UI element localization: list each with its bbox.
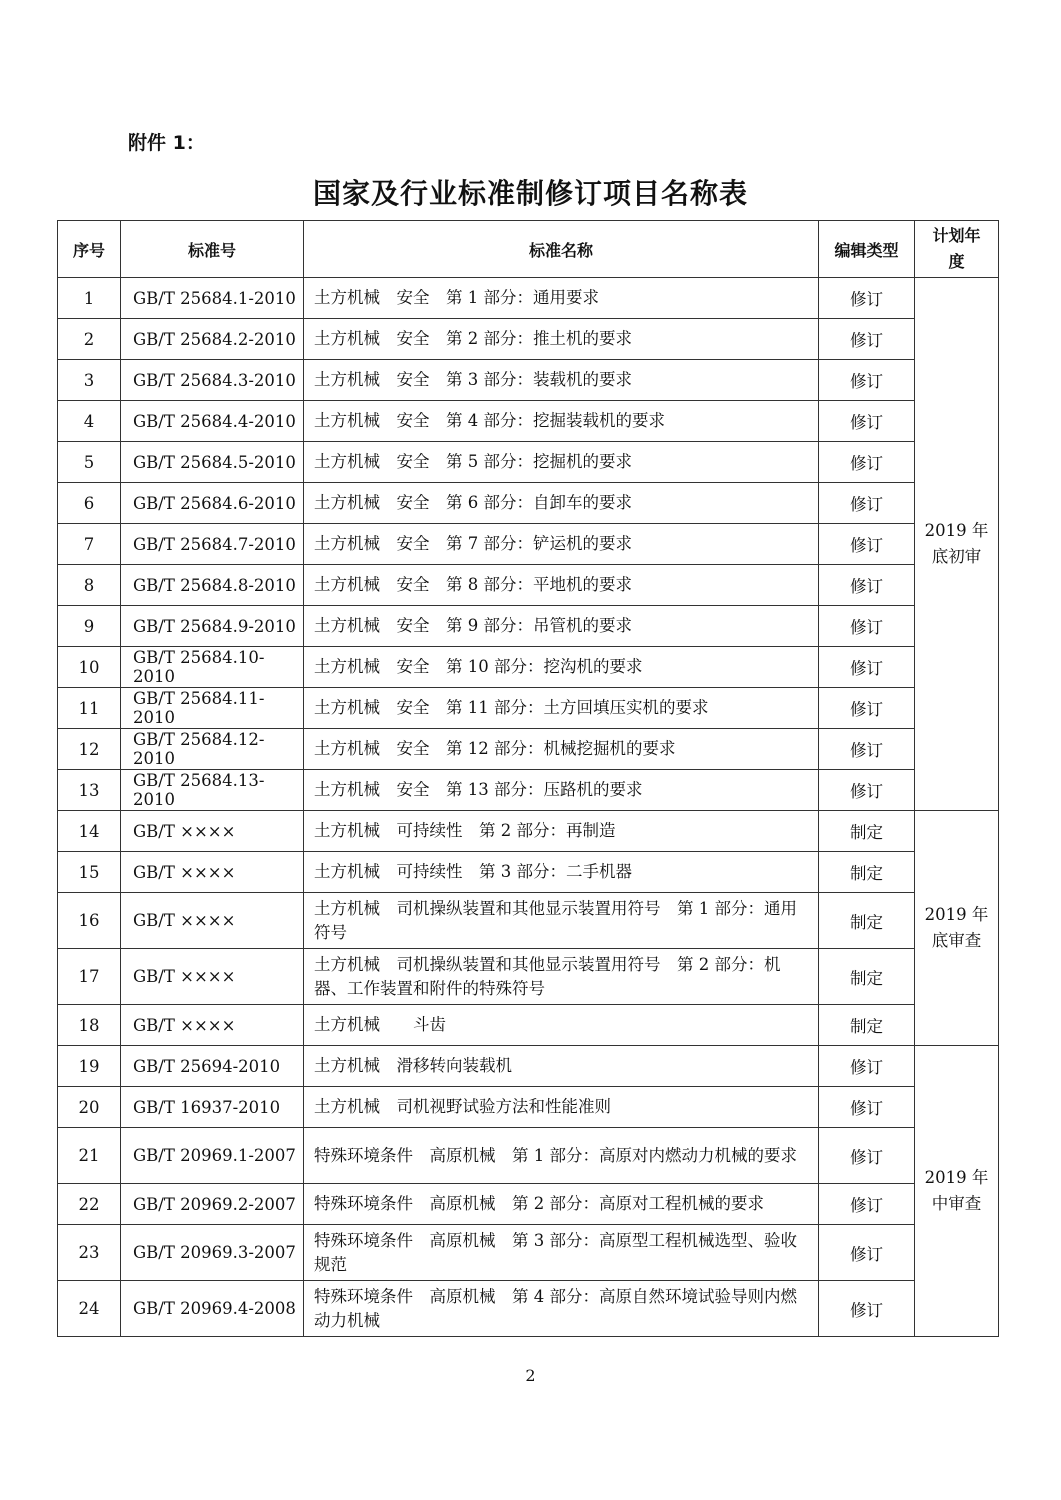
table-row: [58, 1128, 999, 1184]
row-seq: 2: [58, 319, 121, 360]
table-row: [58, 606, 999, 647]
row-type: 制定: [819, 893, 915, 949]
row-seq: 17: [58, 949, 121, 1005]
row-code: GB/T 25684.10-2010: [121, 647, 304, 688]
row-code: GB/T 25684.7-2010: [121, 524, 304, 565]
col-header-type: 编辑类型: [819, 221, 915, 278]
row-name: 土方机械 斗齿: [304, 1005, 819, 1046]
row-code: GB/T 20969.4-2008: [121, 1281, 304, 1337]
row-name: 土方机械 司机操纵装置和其他显示装置用符号 第 2 部分：机器、工作装置和附件的特殊符号: [304, 949, 819, 1005]
row-seq: 22: [58, 1184, 121, 1225]
table-row: [58, 647, 999, 688]
row-name: 土方机械 安全 第 7 部分：铲运机的要求: [304, 524, 819, 565]
table-row: [58, 949, 999, 1005]
row-code: GB/T 25684.6-2010: [121, 483, 304, 524]
row-type: 修订: [819, 1046, 915, 1087]
table-row: [58, 524, 999, 565]
row-seq: 16: [58, 893, 121, 949]
table-row: [58, 278, 999, 319]
row-code: GB/T ××××: [121, 811, 304, 852]
table-row: [58, 1281, 999, 1337]
row-code: GB/T ××××: [121, 852, 304, 893]
row-name: 土方机械 安全 第 1 部分：通用要求: [304, 278, 819, 319]
row-code: GB/T 25684.8-2010: [121, 565, 304, 606]
row-type: 修订: [819, 688, 915, 729]
row-seq: 11: [58, 688, 121, 729]
row-type: 修订: [819, 770, 915, 811]
row-name: 土方机械 安全 第 11 部分：土方回填压实机的要求: [304, 688, 819, 729]
table-row: [58, 893, 999, 949]
table-row: [58, 442, 999, 483]
row-seq: 8: [58, 565, 121, 606]
table-row: [58, 401, 999, 442]
row-type: 修订: [819, 565, 915, 606]
row-code: GB/T 20969.3-2007: [121, 1225, 304, 1281]
table-row: [58, 565, 999, 606]
row-seq: 4: [58, 401, 121, 442]
row-name: 土方机械 安全 第 8 部分：平地机的要求: [304, 565, 819, 606]
row-code: GB/T ××××: [121, 893, 304, 949]
year-group-3: 2019 年 中审查: [915, 1046, 999, 1337]
standards-table: [57, 220, 999, 1337]
row-seq: 20: [58, 1087, 121, 1128]
table-row: [58, 729, 999, 770]
row-type: 修订: [819, 1281, 915, 1337]
table-row: [58, 360, 999, 401]
row-type: 制定: [819, 1005, 915, 1046]
row-type: 修订: [819, 1225, 915, 1281]
row-code: GB/T ××××: [121, 1005, 304, 1046]
table-row: [58, 1087, 999, 1128]
row-type: 制定: [819, 852, 915, 893]
row-seq: 10: [58, 647, 121, 688]
row-seq: 23: [58, 1225, 121, 1281]
col-header-seq: 序号: [58, 221, 121, 278]
table-row: [58, 770, 999, 811]
row-code: GB/T 25684.4-2010: [121, 401, 304, 442]
row-name: 土方机械 安全 第 6 部分：自卸车的要求: [304, 483, 819, 524]
row-code: GB/T 16937-2010: [121, 1087, 304, 1128]
row-name: 土方机械 司机视野试验方法和性能准则: [304, 1087, 819, 1128]
row-seq: 1: [58, 278, 121, 319]
row-type: 修订: [819, 647, 915, 688]
table-header-row: [58, 221, 999, 278]
row-seq: 7: [58, 524, 121, 565]
col-header-code: 标准号: [121, 221, 304, 278]
row-type: 修订: [819, 1184, 915, 1225]
row-code: GB/T 25694-2010: [121, 1046, 304, 1087]
row-seq: 21: [58, 1128, 121, 1184]
table-row: [58, 1225, 999, 1281]
row-code: GB/T ××××: [121, 949, 304, 1005]
row-name: 特殊环境条件 高原机械 第 2 部分：高原对工程机械的要求: [304, 1184, 819, 1225]
row-seq: 6: [58, 483, 121, 524]
row-type: 修订: [819, 278, 915, 319]
page-number: 2: [525, 1366, 536, 1385]
row-name: 土方机械 可持续性 第 3 部分：二手机器: [304, 852, 819, 893]
row-name: 土方机械 安全 第 2 部分：推土机的要求: [304, 319, 819, 360]
row-name: 土方机械 安全 第 13 部分：压路机的要求: [304, 770, 819, 811]
row-name: 土方机械 安全 第 3 部分：装载机的要求: [304, 360, 819, 401]
row-name: 土方机械 滑移转向装载机: [304, 1046, 819, 1087]
row-type: 修订: [819, 360, 915, 401]
table-row: [58, 1005, 999, 1046]
row-type: 修订: [819, 1128, 915, 1184]
row-type: 修订: [819, 442, 915, 483]
row-code: GB/T 20969.2-2007: [121, 1184, 304, 1225]
row-seq: 15: [58, 852, 121, 893]
table-row: [58, 1046, 999, 1087]
table-row: [58, 483, 999, 524]
col-header-year: 计划年度: [915, 221, 999, 278]
row-seq: 18: [58, 1005, 121, 1046]
row-type: 修订: [819, 483, 915, 524]
row-code: GB/T 25684.3-2010: [121, 360, 304, 401]
table-row: [58, 1184, 999, 1225]
row-code: GB/T 20969.1-2007: [121, 1128, 304, 1184]
year-group-2: 2019 年 底审查: [915, 811, 999, 1046]
row-name: 土方机械 安全 第 12 部分：机械挖掘机的要求: [304, 729, 819, 770]
row-type: 修订: [819, 319, 915, 360]
row-code: GB/T 25684.13-2010: [121, 770, 304, 811]
row-name: 土方机械 可持续性 第 2 部分：再制造: [304, 811, 819, 852]
row-seq: 9: [58, 606, 121, 647]
row-seq: 3: [58, 360, 121, 401]
row-seq: 19: [58, 1046, 121, 1087]
row-type: 修订: [819, 606, 915, 647]
row-code: GB/T 25684.2-2010: [121, 319, 304, 360]
row-name: 土方机械 安全 第 9 部分：吊管机的要求: [304, 606, 819, 647]
row-seq: 24: [58, 1281, 121, 1337]
row-type: 制定: [819, 949, 915, 1005]
row-type: 修订: [819, 524, 915, 565]
table-row: [58, 319, 999, 360]
row-name: 土方机械 安全 第 4 部分：挖掘装载机的要求: [304, 401, 819, 442]
row-seq: 5: [58, 442, 121, 483]
row-name: 土方机械 安全 第 10 部分：挖沟机的要求: [304, 647, 819, 688]
row-code: GB/T 25684.5-2010: [121, 442, 304, 483]
table-row: [58, 688, 999, 729]
col-header-name: 标准名称: [304, 221, 819, 278]
row-type: 修订: [819, 401, 915, 442]
year-group-1: 2019 年 底初审: [915, 278, 999, 811]
row-code: GB/T 25684.1-2010: [121, 278, 304, 319]
row-name: 特殊环境条件 高原机械 第 3 部分：高原型工程机械选型、验收规范: [304, 1225, 819, 1281]
row-type: 制定: [819, 811, 915, 852]
row-seq: 14: [58, 811, 121, 852]
row-code: GB/T 25684.12-2010: [121, 729, 304, 770]
row-seq: 12: [58, 729, 121, 770]
attachment-label: 附件 1：: [128, 132, 205, 154]
row-type: 修订: [819, 729, 915, 770]
row-type: 修订: [819, 1087, 915, 1128]
table-row: [58, 852, 999, 893]
row-code: GB/T 25684.9-2010: [121, 606, 304, 647]
table-row: [58, 811, 999, 852]
row-name: 土方机械 安全 第 5 部分：挖掘机的要求: [304, 442, 819, 483]
row-name: 特殊环境条件 高原机械 第 4 部分：高原自然环境试验导则内燃动力机械: [304, 1281, 819, 1337]
row-seq: 13: [58, 770, 121, 811]
row-name: 特殊环境条件 高原机械 第 1 部分：高原对内燃动力机械的要求: [304, 1128, 819, 1184]
row-name: 土方机械 司机操纵装置和其他显示装置用符号 第 1 部分：通用符号: [304, 893, 819, 949]
page-title: 国家及行业标准制修订项目名称表: [312, 177, 748, 210]
row-code: GB/T 25684.11-2010: [121, 688, 304, 729]
